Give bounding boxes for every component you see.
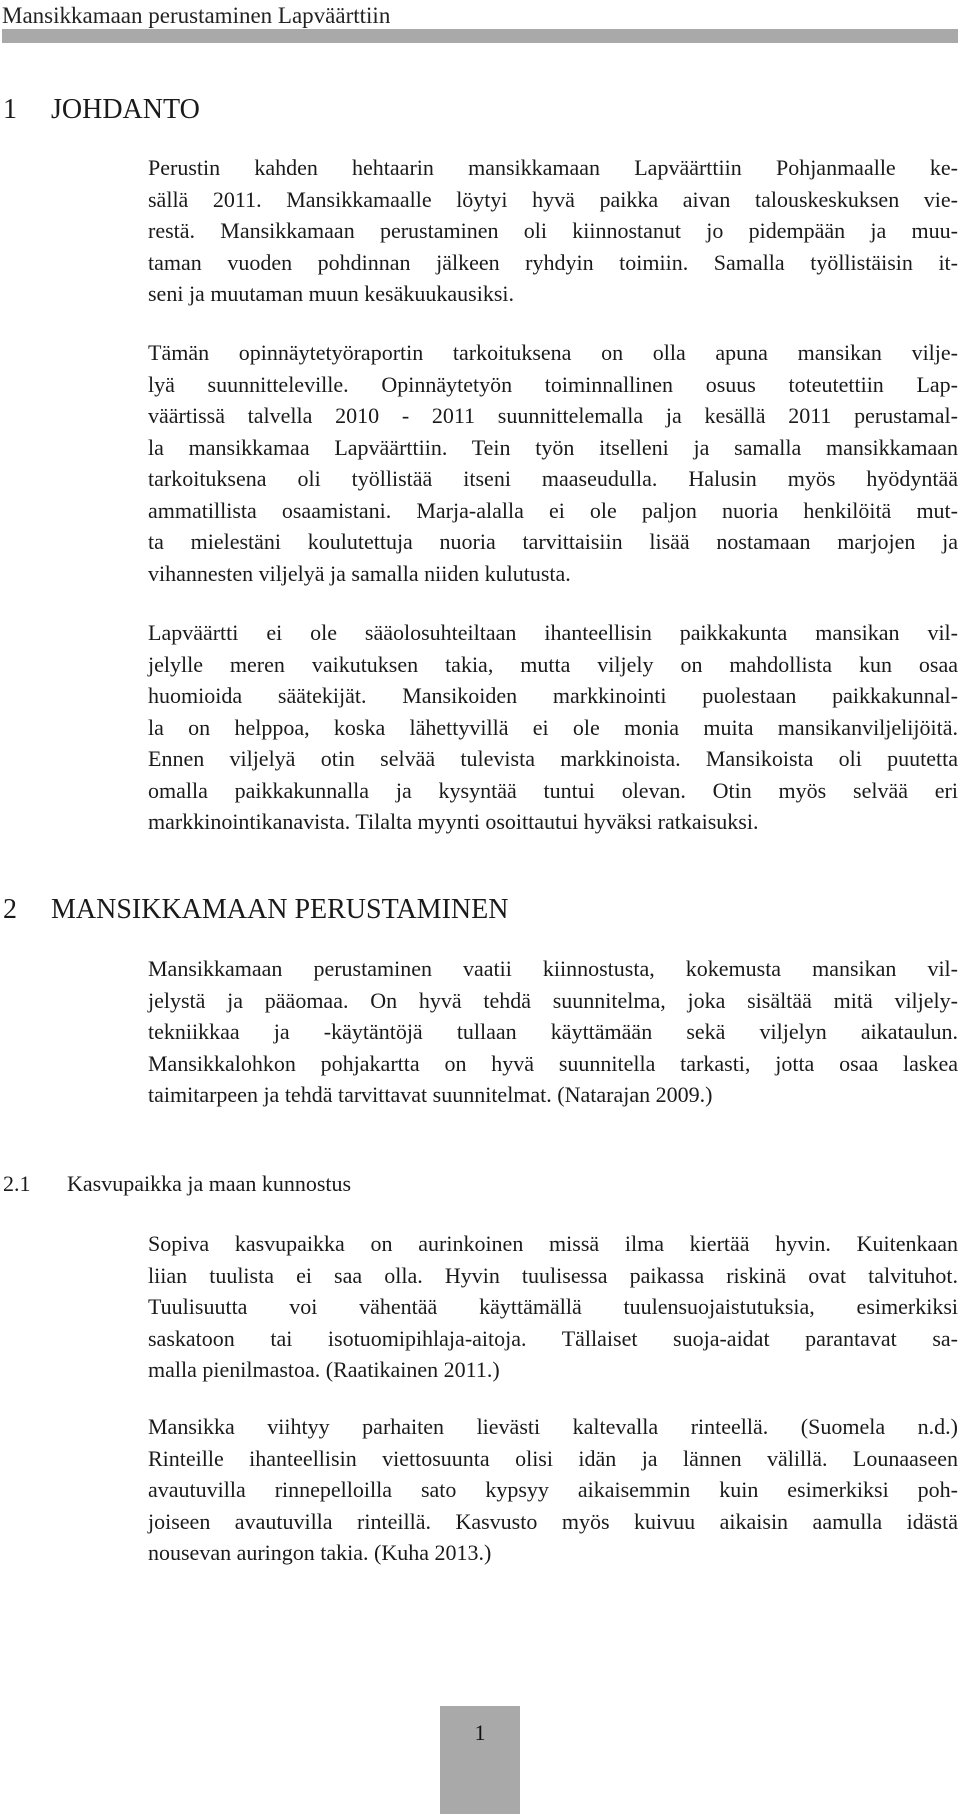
text-line: Lapväärtti ei ole sääolosuhteiltaan ihanteellisin paikkakunta mansikan vil- [148,620,958,645]
page-header [0,0,960,44]
text-line: tekniikkaa ja -käytäntöjä tullaan käyttämään sekä viljelyn aikataulun. [148,1019,958,1044]
page-number: 1 [474,1720,486,1745]
text-line: omalla paikkakunnalla ja kysyntää tuntui olevan. Otin myös selvää eri [148,777,958,803]
text-line: la on helppoa, koska lähettyvillä ei ole monia muita mansikanviljelijöitä. [148,714,958,740]
text-line: jelylle meren vaikutuksen takia, mutta viljely on mahdollista kun osaa [148,651,958,677]
text-line: sällä 2011. Mansikkamaalle löytyi hyvä paikka aivan talouskeskuksen vie- [148,186,958,212]
text-line: lyä suunnitteleville. Opinnäytetyön toiminnallinen osuus toteutettiin Lap- [148,371,958,397]
text-line: markkinointikanavista. Tilalta myynti osoittautui hyväksi ratkaisuksi. [148,809,759,834]
section-title: MANSIKKAMAAN PERUSTAMINEN [51,894,509,925]
text-line: avautuvilla rinnepelloilla sato kypsyy aikaisemmin kuin esimerkiksi poh- [148,1477,958,1502]
text-line: vihannesten viljelyä ja samalla niiden kulutusta. [148,560,571,586]
paragraph [148,1228,958,1386]
text-line: seni ja muutaman muun kesäkuukausiksi. [148,281,514,306]
text-line: Perustin kahden hehtaarin mansikkamaan Lapväärttiin Pohjanmaalle ke- [148,155,958,180]
text-line: ta mielestäni koulutettuja nuoria tarvittaisiin lisää nostamaan marjojen ja [148,529,958,554]
text-line: jelystä ja pääomaa. On hyvä tehdä suunnitelma, joka sisältää mitä viljely- [148,987,958,1013]
section-number: 2.1 [3,1171,31,1196]
text-line: tarkoituksena oli työllistää itseni maaseudulla. Halusin myös hyödyntää [148,466,958,491]
section-heading-1 [3,93,200,127]
paragraph [148,152,958,310]
paragraph [148,953,958,1111]
subsection-heading-2-1 [3,1170,351,1198]
text-line: Rinteille ihanteellisin viettosuunta olisi idän ja lännen välillä. Lounaaseen [148,1445,958,1471]
text-line: huomioida säätekijät. Mansikoiden markkinointi puolestaan paikkakunnal- [148,683,958,708]
text-line: liian tuulista ei saa olla. Hyvin tuulisessa paikassa riskinä ovat talvituhot. [148,1262,958,1288]
header-rule [2,29,958,43]
text-line: Ennen viljelyä otin selvää tulevista markkinoista. Mansikoista oli puutetta [148,746,958,771]
text-line: Tämän opinnäytetyöraportin tarkoituksena on olla apuna mansikan vilje- [148,340,958,365]
text-line: Sopiva kasvupaikka on aurinkoinen missä ilma kiertää hyvin. Kuitenkaan [148,1231,958,1256]
section-number: 1 [3,94,17,125]
text-line: saskatoon tai isotuomipihlaja-aitoja. Tällaiset suoja-aidat parantavat sa- [148,1325,958,1351]
text-line: ammatillista osaamistani. Marja-alalla ei ole paljon nuoria henkilöitä mut- [148,497,958,523]
text-line: Mansikkamaan perustaminen vaatii kiinnostusta, kokemusta mansikan vil- [148,956,958,981]
paragraph [148,1411,958,1569]
text-line: nousevan auringon takia. (Kuha 2013.) [148,1540,492,1565]
text-line: taman vuoden pohdinnan jälkeen ryhdyin toimiin. Samalla työllistäisin it- [148,249,958,275]
section-title: Kasvupaikka ja maan kunnostus [67,1171,352,1196]
text-line: taimitarpeen ja tehdä tarvittavat suunnitelmat. (Natarajan 2009.) [148,1082,713,1107]
text-line: joiseen avautuvilla rinteillä. Kasvusto myös kuivuu aikaisin aamulla idästä [148,1508,958,1534]
text-line: la mansikkamaa Lapväärttiin. Tein työn itselleni ja samalla mansikkamaan [148,434,958,460]
section-number: 2 [3,894,17,925]
text-line: väärtissä talvella 2010 - 2011 suunnittelemalla ja kesällä 2011 perustamal- [148,403,958,428]
section-title: JOHDANTO [51,94,200,125]
paragraph [148,617,958,838]
text-line: Mansikkalohkon pohjakartta on hyvä suunnitella tarkasti, jotta osaa laskea [148,1050,958,1076]
text-line: Tuulisuutta voi vähentää käyttämällä tuulensuojaistutuksia, esimerkiksi [148,1294,958,1319]
running-header-title: Mansikkamaan perustaminen Lapväärttiin [2,3,391,28]
paragraph [148,337,958,589]
page-footer [440,1706,520,1814]
text-line: Mansikka viihtyy parhaiten lievästi kaltevalla rinteellä. (Suomela n.d.) [148,1414,958,1439]
section-heading-2 [3,893,508,927]
text-line: malla pienilmastoa. (Raatikainen 2011.) [148,1357,500,1382]
text-line: restä. Mansikkamaan perustaminen oli kiinnostanut jo pidempään ja muu- [148,218,958,243]
